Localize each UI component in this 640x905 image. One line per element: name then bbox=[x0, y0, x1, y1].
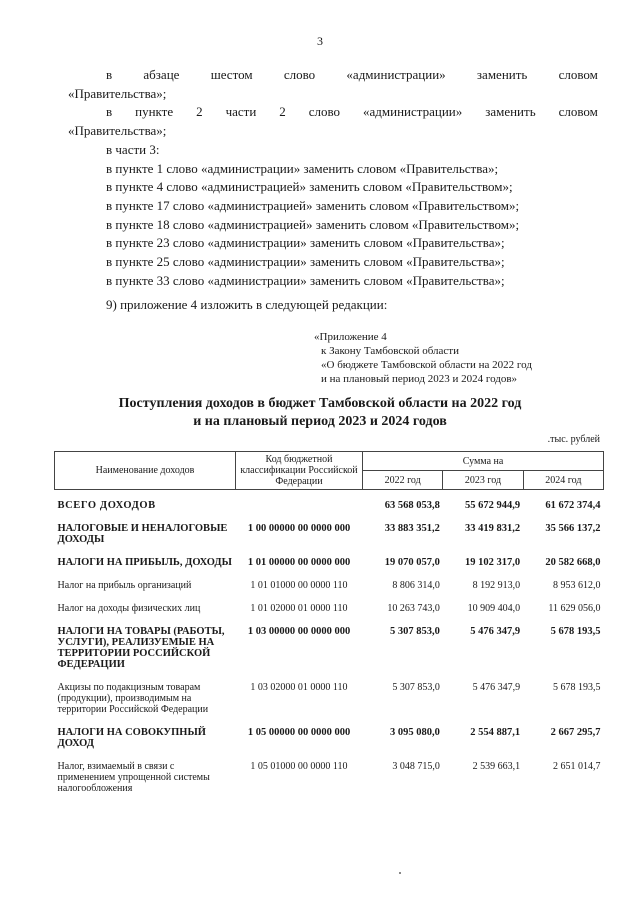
units-label: .тыс. рублей bbox=[547, 434, 600, 445]
row-name: Налог, взимаемый в связи с применением упрощенной системы налогообложения bbox=[57, 761, 210, 794]
paragraph-3: в части 3: bbox=[106, 141, 160, 157]
word: абзаце bbox=[143, 67, 180, 82]
row-name: Акцизы по подакцизным товарам (продукции), производимым на территории Российской Федерации bbox=[57, 682, 209, 715]
word: словом bbox=[558, 104, 598, 120]
word: в bbox=[106, 67, 113, 82]
amendment-text bbox=[68, 66, 598, 290]
title-line: и на плановый период 2023 и 2024 годов bbox=[193, 414, 447, 429]
word: словом bbox=[558, 67, 598, 82]
title-line: Поступления доходов в бюджет Тамбовской области на 2022 год bbox=[118, 396, 522, 411]
list-item: в пункте 33 слово «администрации» заменить словом «Правительства»; bbox=[106, 272, 505, 288]
table-row bbox=[55, 578, 604, 593]
row-code: 1 03 02000 01 0000 110 bbox=[250, 682, 348, 693]
row-2023: 33 419 831,2 bbox=[465, 523, 521, 534]
header-2023: 2023 год bbox=[443, 471, 523, 490]
appendix-line: «Приложение 4 bbox=[314, 331, 387, 343]
row-2024: 61 672 374,4 bbox=[545, 500, 601, 511]
row-code: 1 01 02000 01 0000 110 bbox=[250, 603, 348, 614]
word: 2 bbox=[279, 104, 286, 120]
appendix-line: «О бюджете Тамбовской области на 2022 год bbox=[321, 359, 532, 371]
document-title bbox=[0, 395, 640, 431]
row-2024: 8 953 612,0 bbox=[553, 580, 601, 591]
row-2022: 5 307 853,0 bbox=[389, 626, 440, 637]
row-2024: 35 566 137,2 bbox=[545, 523, 601, 534]
word: слово bbox=[308, 104, 341, 120]
row-code: 1 03 00000 00 0000 000 bbox=[247, 626, 351, 637]
revenue-table bbox=[54, 451, 604, 796]
row-name: Налог на доходы физических лиц bbox=[57, 603, 201, 614]
row-2023: 5 476 347,9 bbox=[472, 682, 521, 693]
paragraph-2-continuation: «Правительства»; bbox=[68, 123, 167, 139]
paragraph-1-continuation: «Правительства»; bbox=[68, 85, 167, 101]
spacer-row bbox=[55, 751, 604, 759]
row-2023: 55 672 944,9 bbox=[465, 500, 521, 511]
row-2022: 3 048 715,0 bbox=[392, 761, 440, 772]
row-name: НАЛОГОВЫЕ И НЕНАЛОГОВЫЕ ДОХОДЫ bbox=[57, 523, 228, 545]
spacer-row bbox=[55, 490, 604, 499]
header-code: Код бюджетной классификации Российской Федерации bbox=[236, 452, 363, 490]
row-2022: 33 883 351,2 bbox=[384, 523, 440, 534]
item-9: 9) приложение 4 изложить в следующей редакции: bbox=[106, 297, 388, 312]
table-row bbox=[55, 725, 604, 751]
row-code bbox=[236, 498, 363, 513]
spacer-row bbox=[55, 593, 604, 601]
list-item: в пункте 1 слово «администрации» заменить словом «Правительства»; bbox=[106, 160, 499, 176]
row-2023: 5 476 347,9 bbox=[470, 626, 521, 637]
row-2024: 5 678 193,5 bbox=[553, 682, 601, 693]
row-code: 1 05 00000 00 0000 000 bbox=[247, 727, 351, 738]
word: слово bbox=[283, 67, 316, 82]
table-row bbox=[55, 498, 604, 513]
paragraph-2 bbox=[68, 103, 598, 122]
spacer-row bbox=[55, 513, 604, 521]
spacer-row bbox=[55, 547, 604, 555]
row-name: НАЛОГИ НА СОВОКУПНЫЙ ДОХОД bbox=[57, 727, 206, 749]
word: части bbox=[225, 104, 257, 120]
spacer-row bbox=[55, 570, 604, 578]
row-2022: 5 307 853,0 bbox=[392, 682, 440, 693]
spacer-row bbox=[55, 616, 604, 624]
row-code: 1 05 01000 00 0000 110 bbox=[250, 761, 348, 772]
list-item: в пункте 25 слово «администрации» заменить словом «Правительства»; bbox=[106, 254, 505, 270]
appendix-caption bbox=[314, 330, 532, 386]
word: заменить bbox=[476, 67, 528, 82]
row-code: 1 01 01000 00 0000 110 bbox=[250, 580, 348, 591]
row-name: Налог на прибыль организаций bbox=[57, 580, 192, 591]
row-2024: 2 651 014,7 bbox=[553, 761, 601, 772]
row-2022: 10 263 743,0 bbox=[387, 603, 440, 614]
page-number: 3 bbox=[317, 34, 323, 48]
table-row bbox=[55, 680, 604, 717]
row-code: 1 00 00000 00 0000 000 bbox=[247, 523, 351, 534]
table-row bbox=[55, 759, 604, 796]
list-item: в пункте 23 слово «администрации» заменить словом «Правительства»; bbox=[106, 235, 505, 251]
row-2022: 8 806 314,0 bbox=[392, 580, 440, 591]
row-2022: 19 070 057,0 bbox=[384, 557, 440, 568]
table-row bbox=[55, 601, 604, 616]
header-2024: 2024 год bbox=[523, 471, 603, 490]
row-2022: 63 568 053,8 bbox=[384, 500, 440, 511]
list-item: в пункте 4 слово «администрацией» заменить словом «Правительством»; bbox=[106, 179, 513, 195]
row-name: ВСЕГО ДОХОДОВ bbox=[57, 500, 156, 511]
appendix-line: к Закону Тамбовской области bbox=[321, 345, 459, 357]
word: «администрации» bbox=[363, 104, 463, 120]
table-row bbox=[55, 624, 604, 672]
row-2023: 19 102 317,0 bbox=[465, 557, 521, 568]
row-2022: 3 095 080,0 bbox=[389, 727, 440, 738]
table-row bbox=[55, 555, 604, 570]
table-header-row bbox=[55, 452, 604, 471]
row-2023: 2 554 887,1 bbox=[470, 727, 521, 738]
header-name: Наименование доходов bbox=[55, 452, 236, 490]
word: «администрации» bbox=[346, 67, 446, 82]
word: шестом bbox=[210, 67, 253, 82]
word: в bbox=[106, 104, 113, 120]
row-name: НАЛОГИ НА ПРИБЫЛЬ, ДОХОДЫ bbox=[57, 557, 232, 568]
row-2024: 11 629 056,0 bbox=[548, 603, 601, 614]
word: пункте bbox=[135, 104, 174, 120]
row-2023: 8 192 913,0 bbox=[472, 580, 521, 591]
row-2024: 2 667 295,7 bbox=[550, 727, 601, 738]
word: 2 bbox=[196, 104, 203, 120]
row-2024: 5 678 193,5 bbox=[550, 626, 601, 637]
list-item: в пункте 17 слово «администрацией» заменить словом «Правительством»; bbox=[106, 197, 520, 213]
appendix-line: и на плановый период 2023 и 2024 годов» bbox=[321, 373, 518, 385]
spacer-row bbox=[55, 672, 604, 680]
list-item: в пункте 18 слово «администрацией» заменить словом «Правительством»; bbox=[106, 216, 520, 232]
paragraph-1 bbox=[68, 66, 598, 85]
row-name: НАЛОГИ НА ТОВАРЫ (РАБОТЫ, УСЛУГИ), РЕАЛИЗУЕМЫЕ НА ТЕРРИТОРИИ РОССИЙСКОЙ ФЕДЕРАЦИИ bbox=[57, 626, 225, 670]
scan-artifact bbox=[399, 872, 401, 874]
row-2023: 2 539 663,1 bbox=[472, 761, 521, 772]
row-2023: 10 909 404,0 bbox=[467, 603, 521, 614]
header-2022: 2022 год bbox=[363, 471, 443, 490]
table-row bbox=[55, 521, 604, 547]
word: заменить bbox=[485, 104, 536, 120]
header-sum: Сумма на bbox=[363, 452, 604, 471]
spacer-row bbox=[55, 717, 604, 725]
row-code: 1 01 00000 00 0000 000 bbox=[247, 557, 351, 568]
row-2024: 20 582 668,0 bbox=[545, 557, 601, 568]
